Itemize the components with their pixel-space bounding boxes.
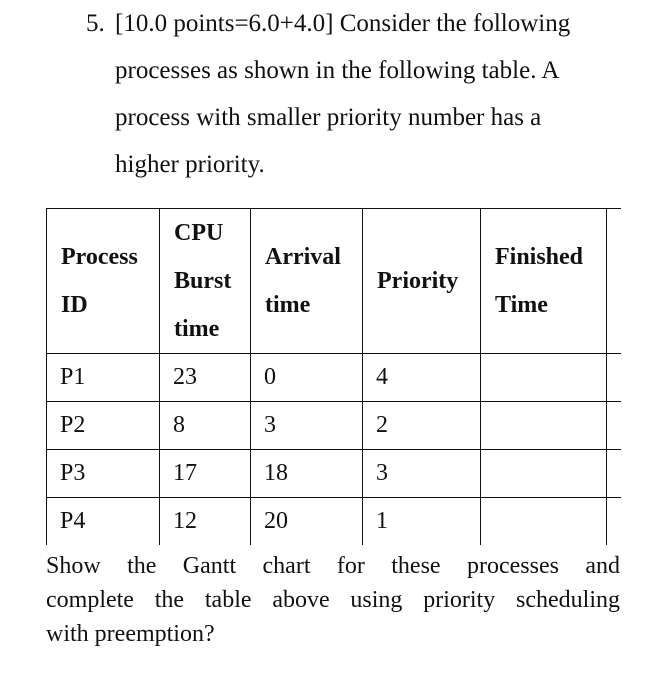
header-cpu-burst-line-3: time bbox=[174, 316, 220, 342]
cell-extra bbox=[607, 402, 622, 450]
header-cpu-burst-time bbox=[160, 209, 251, 354]
cell-finished-time[interactable] bbox=[481, 402, 607, 450]
cell-process-id: P3 bbox=[47, 450, 160, 498]
question-text bbox=[86, 0, 646, 188]
cell-extra bbox=[607, 498, 622, 546]
header-cpu-burst-line-2: Burst bbox=[174, 268, 232, 294]
cell-finished-time[interactable] bbox=[481, 354, 607, 402]
cell-priority: 3 bbox=[363, 450, 481, 498]
header-finished-time bbox=[481, 209, 607, 354]
cell-arrival: 0 bbox=[251, 354, 363, 402]
cell-extra bbox=[607, 450, 622, 498]
cell-cpu-burst: 23 bbox=[160, 354, 251, 402]
header-priority bbox=[363, 209, 481, 354]
header-extra bbox=[607, 209, 622, 354]
cell-extra bbox=[607, 354, 622, 402]
cell-arrival: 3 bbox=[251, 402, 363, 450]
table-row bbox=[47, 354, 622, 402]
table-row bbox=[47, 450, 622, 498]
question-number: 5. bbox=[86, 10, 105, 37]
cell-arrival: 20 bbox=[251, 498, 363, 546]
header-cpu-burst-line-1: CPU bbox=[174, 220, 224, 246]
process-table bbox=[46, 208, 621, 545]
cell-process-id: P2 bbox=[47, 402, 160, 450]
cell-process-id: P1 bbox=[47, 354, 160, 402]
table-row bbox=[47, 498, 622, 546]
question-line-1 bbox=[86, 0, 646, 47]
cell-process-id: P4 bbox=[47, 498, 160, 546]
header-finished-line-1: Finished bbox=[495, 244, 584, 270]
header-process-id bbox=[47, 209, 160, 354]
header-priority-line-1: Priority bbox=[377, 268, 459, 294]
cell-cpu-burst: 17 bbox=[160, 450, 251, 498]
footer-line-2: complete the table above using priority scheduling bbox=[46, 587, 620, 613]
header-arrival-line-2: time bbox=[265, 292, 311, 318]
cell-priority: 4 bbox=[363, 354, 481, 402]
cell-priority: 1 bbox=[363, 498, 481, 546]
cell-cpu-burst: 12 bbox=[160, 498, 251, 546]
footer-line-1: Show the Gantt chart for these processes and bbox=[46, 553, 620, 579]
footer-instructions bbox=[46, 549, 620, 651]
header-process-id-line-2: ID bbox=[61, 292, 88, 318]
question-line-4: higher priority. bbox=[115, 151, 265, 178]
question-line-1-text: [10.0 points=6.0+4.0] Consider the following bbox=[115, 10, 571, 37]
header-process-id-line-1: Process bbox=[61, 244, 138, 270]
question-line-2: processes as shown in the following table. A bbox=[115, 57, 560, 84]
table-row bbox=[47, 402, 622, 450]
question-line-3: process with smaller priority number has a bbox=[115, 104, 542, 131]
footer-line-3: with preemption? bbox=[46, 621, 215, 647]
cell-cpu-burst: 8 bbox=[160, 402, 251, 450]
cell-arrival: 18 bbox=[251, 450, 363, 498]
cell-priority: 2 bbox=[363, 402, 481, 450]
header-arrival-line-1: Arrival bbox=[265, 244, 341, 270]
cell-finished-time[interactable] bbox=[481, 450, 607, 498]
cell-finished-time[interactable] bbox=[481, 498, 607, 546]
header-finished-line-2: Time bbox=[495, 292, 548, 318]
header-arrival-time bbox=[251, 209, 363, 354]
table-header-row bbox=[47, 209, 622, 354]
